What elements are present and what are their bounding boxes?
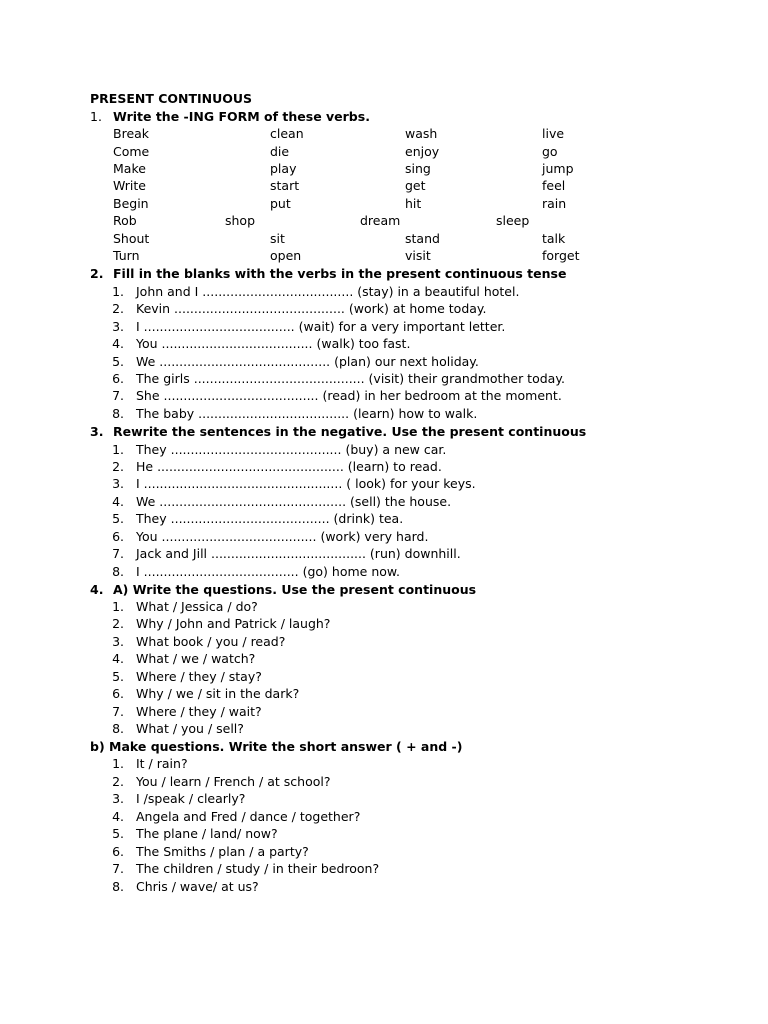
list-item: We ............................................... (sell) the house. — [136, 494, 452, 509]
list-item: It / rain? — [136, 756, 188, 771]
list-item: You / learn / French / at school? — [136, 774, 331, 789]
verb-cell: shop — [225, 213, 256, 228]
list-item: What book / you / read? — [136, 634, 286, 649]
list-item: Chris / wave/ at us? — [136, 879, 259, 894]
list-item: Where / they / wait? — [136, 704, 262, 719]
verb-cell: start — [270, 178, 300, 193]
list-item-number: 3. — [112, 319, 124, 334]
list-item: What / you / sell? — [136, 721, 244, 736]
section-2-heading: Fill in the blanks with the verbs in the present continuous tense — [113, 266, 567, 281]
list-item-number: 2. — [112, 616, 124, 631]
list-item-number: 8. — [112, 879, 124, 894]
list-item-number: 2. — [112, 459, 124, 474]
list-item: Why / we / sit in the dark? — [136, 686, 300, 701]
list-item-number: 5. — [112, 511, 124, 526]
list-item-number: 8. — [112, 564, 124, 579]
list-item-number: 5. — [112, 826, 124, 841]
list-item-number: 7. — [112, 546, 124, 561]
list-item: I .................................................. ( look) for your keys. — [136, 476, 476, 491]
list-item: She ....................................... (read) in her bedroom at the moment. — [136, 388, 562, 403]
list-item-number: 7. — [112, 388, 124, 403]
verb-cell: clean — [270, 126, 304, 141]
list-item: The baby ...................................... (learn) how to walk. — [136, 406, 478, 421]
page-title: PRESENT CONTINUOUS — [90, 91, 253, 106]
list-item: The children / study / in their bedroon? — [136, 861, 380, 876]
list-item: They ........................................... (buy) a new car. — [136, 442, 447, 457]
list-item: Jack and Jill ....................................... (run) downhill. — [136, 546, 461, 561]
section-1-heading: Write the -ING FORM of these verbs. — [113, 109, 370, 124]
list-item-number: 8. — [112, 721, 124, 736]
list-item-number: 7. — [112, 704, 124, 719]
list-item: He ............................................... (learn) to read. — [136, 459, 442, 474]
list-item: What / we / watch? — [136, 651, 256, 666]
verb-cell: Begin — [113, 196, 149, 211]
verb-cell: die — [270, 144, 290, 159]
verb-cell: hit — [405, 196, 422, 211]
list-item-number: 5. — [112, 669, 124, 684]
list-item-number: 4. — [112, 494, 124, 509]
verb-cell: open — [270, 248, 302, 263]
verb-cell: talk — [542, 231, 566, 246]
list-item: John and I ...................................... (stay) in a beautiful hotel. — [136, 284, 520, 299]
verb-cell: stand — [405, 231, 440, 246]
verb-cell: jump — [542, 161, 574, 176]
verb-cell: sleep — [496, 213, 530, 228]
list-item-number: 3. — [112, 634, 124, 649]
section-4-heading: A) Write the questions. Use the present continuous — [113, 582, 477, 597]
verb-cell: Make — [113, 161, 146, 176]
verb-cell: live — [542, 126, 565, 141]
verb-cell: enjoy — [405, 144, 440, 159]
list-item-number: 6. — [112, 844, 124, 859]
list-item-number: 1. — [112, 756, 124, 771]
verb-cell: Write — [113, 178, 147, 193]
list-item: Angela and Fred / dance / together? — [136, 809, 361, 824]
list-item-number: 1. — [112, 442, 124, 457]
list-item: The plane / land/ now? — [136, 826, 278, 841]
list-item: The Smiths / plan / a party? — [136, 844, 309, 859]
list-item-number: 1. — [112, 599, 124, 614]
list-item: You ...................................... (walk) too fast. — [136, 336, 411, 351]
section-2-number: 2. — [90, 266, 104, 281]
list-item-number: 6. — [112, 686, 124, 701]
list-item: We ........................................... (plan) our next holiday. — [136, 354, 479, 369]
verb-cell: Turn — [113, 248, 140, 263]
verb-cell: dream — [360, 213, 401, 228]
list-item-number: 8. — [112, 406, 124, 421]
verb-cell: sing — [405, 161, 431, 176]
list-item: I ...................................... (wait) for a very important letter. — [136, 319, 506, 334]
list-item-number: 3. — [112, 791, 124, 806]
list-item-number: 2. — [112, 301, 124, 316]
section-4b-heading: b) Make questions. Write the short answer ( + and -) — [90, 739, 463, 754]
verb-cell: visit — [405, 248, 431, 263]
section-4-number: 4. — [90, 582, 104, 597]
list-item: The girls ........................................... (visit) their grandmother today. — [136, 371, 565, 386]
verb-cell: go — [542, 144, 558, 159]
verb-cell: sit — [270, 231, 285, 246]
list-item-number: 2. — [112, 774, 124, 789]
verb-cell: Rob — [113, 213, 137, 228]
verb-cell: forget — [542, 248, 580, 263]
list-item: I ....................................... (go) home now. — [136, 564, 400, 579]
list-item-number: 7. — [112, 861, 124, 876]
list-item-number: 3. — [112, 476, 124, 491]
verb-cell: feel — [542, 178, 566, 193]
list-item-number: 5. — [112, 354, 124, 369]
list-item-number: 6. — [112, 371, 124, 386]
verb-cell: wash — [405, 126, 438, 141]
verb-cell: put — [270, 196, 291, 211]
list-item: What / Jessica / do? — [136, 599, 258, 614]
list-item: Why / John and Patrick / laugh? — [136, 616, 331, 631]
list-item-number: 6. — [112, 529, 124, 544]
list-item-number: 4. — [112, 809, 124, 824]
list-item-number: 4. — [112, 336, 124, 351]
list-item: Kevin ........................................... (work) at home today. — [136, 301, 487, 316]
verb-cell: get — [405, 178, 426, 193]
section-3-number: 3. — [90, 424, 104, 439]
section-3-heading: Rewrite the sentences in the negative. Use the present continuous — [113, 424, 587, 439]
list-item: You ....................................... (work) very hard. — [136, 529, 429, 544]
list-item-number: 1. — [112, 284, 124, 299]
list-item: I /speak / clearly? — [136, 791, 246, 806]
verb-cell: rain — [542, 196, 567, 211]
list-item: Where / they / stay? — [136, 669, 262, 684]
list-item: They ........................................ (drink) tea. — [136, 511, 404, 526]
section-1-number: 1. — [90, 109, 102, 124]
verb-cell: play — [270, 161, 297, 176]
verb-cell: Shout — [113, 231, 150, 246]
verb-cell: Break — [113, 126, 150, 141]
list-item-number: 4. — [112, 651, 124, 666]
verb-cell: Come — [113, 144, 150, 159]
